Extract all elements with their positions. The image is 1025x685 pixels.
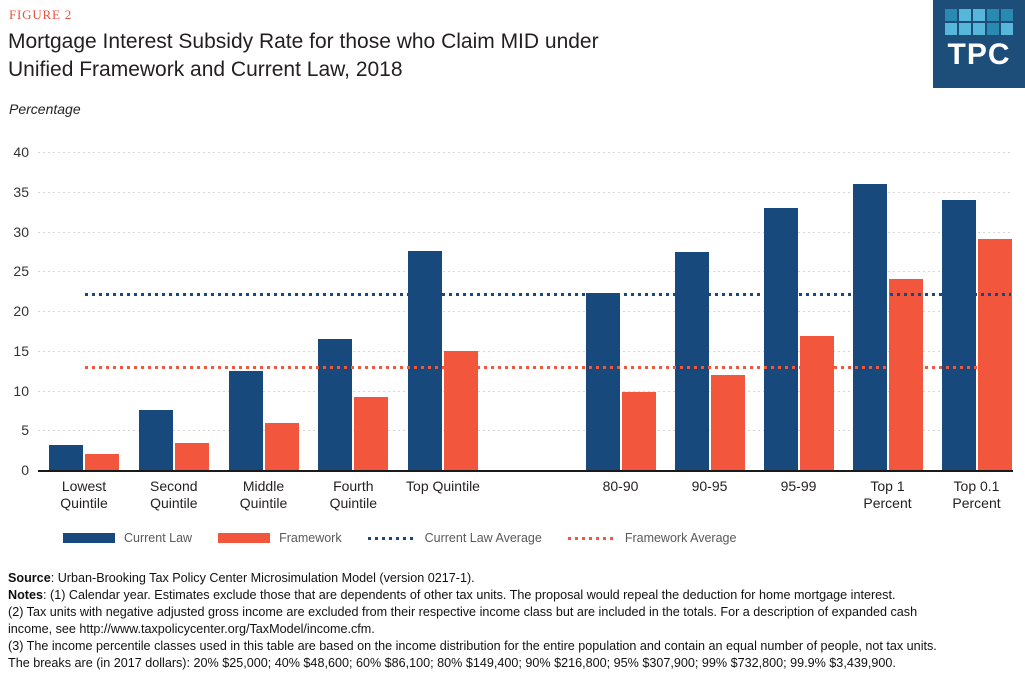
legend-item-framework xyxy=(218,531,342,545)
y-axis-tick-label: 15 xyxy=(13,342,29,359)
x-axis-category-label xyxy=(383,478,503,495)
bar-framework-90-95 xyxy=(711,375,745,470)
bar-framework-lowest-quintile xyxy=(85,454,119,470)
legend-item-current-law xyxy=(63,531,192,545)
legend-label: Framework Average xyxy=(624,531,737,545)
x-axis-category-label-line: Top Quintile xyxy=(406,478,480,494)
x-axis-category-label-line: 95-99 xyxy=(780,478,817,494)
current-law-average-line xyxy=(85,293,1011,296)
legend-label: Current Law Average xyxy=(424,531,542,545)
tpc-logo xyxy=(933,0,1025,88)
legend-swatch-icon xyxy=(218,533,270,543)
logo-square xyxy=(987,23,999,35)
gridline xyxy=(38,152,1013,153)
x-axis-category-label-line: 90-95 xyxy=(691,478,728,494)
logo-square xyxy=(1001,9,1013,21)
x-axis-category-label-line: Second xyxy=(150,478,198,494)
tpc-logo-text: TPC xyxy=(947,38,1011,71)
bar-current-law-top-quintile xyxy=(408,251,442,470)
bar-framework-top-1-percent xyxy=(889,279,923,470)
bar-framework-fourth-quintile xyxy=(354,397,388,470)
y-axis-unit-label: Percentage xyxy=(9,101,81,117)
bar-framework-80-90 xyxy=(622,392,656,470)
bar-current-law-fourth-quintile xyxy=(318,339,352,470)
x-axis-category-label-line: Lowest xyxy=(61,478,107,494)
x-axis-category-label-line: Percent xyxy=(952,495,1001,511)
logo-square xyxy=(959,9,971,21)
tpc-logo-grid-icon xyxy=(945,9,1013,35)
legend-dotted-line-icon xyxy=(568,537,616,540)
chart-title-line-2: Unified Framework and Current Law, 2018 xyxy=(8,58,403,81)
logo-square xyxy=(945,9,957,21)
bar-framework-95-99 xyxy=(800,336,834,470)
chart-legend xyxy=(63,531,736,545)
legend-label: Current Law xyxy=(124,531,193,545)
bar-current-law-95-99 xyxy=(764,208,798,470)
y-axis-tick-label: 10 xyxy=(13,382,29,399)
bar-chart-plot-area xyxy=(0,140,1025,525)
y-axis-tick-label: 5 xyxy=(21,422,29,439)
legend-dotted-line-icon xyxy=(368,537,416,540)
bar-current-law-top-0-1-percent xyxy=(942,200,976,470)
figure-number-label: FIGURE 2 xyxy=(9,7,73,22)
x-axis-category-label-line: Top 0.1 xyxy=(953,478,1000,494)
bar-current-law-second-quintile xyxy=(139,410,173,470)
footer-line: income, see http://www.taxpolicycenter.org/TaxModel/income.cfm. xyxy=(8,622,375,636)
x-axis-category-label-line: Quintile xyxy=(60,495,108,511)
x-axis-category-label-line: Percent xyxy=(863,495,912,511)
legend-item-framework-average xyxy=(568,531,737,545)
chart-title xyxy=(8,28,788,84)
footer-line-lead: Notes xyxy=(8,588,43,602)
logo-square xyxy=(945,23,957,35)
bar-framework-second-quintile xyxy=(175,443,209,470)
bar-current-law-80-90 xyxy=(586,293,620,470)
logo-square xyxy=(987,9,999,21)
framework-average-line xyxy=(85,366,1011,369)
legend-item-current-law-average xyxy=(368,531,542,545)
bar-current-law-middle-quintile xyxy=(229,371,263,470)
chart-title-line-1: Mortgage Interest Subsidy Rate for those who Claim MID under xyxy=(8,30,599,53)
bar-framework-middle-quintile xyxy=(265,423,299,470)
x-axis-category-label-line: 80-90 xyxy=(602,478,639,494)
x-axis-category-label-line: Quintile xyxy=(150,495,198,511)
bar-current-law-90-95 xyxy=(675,252,709,470)
x-axis-line xyxy=(38,470,1013,472)
legend-label: Framework xyxy=(279,531,342,545)
footer-line: The breaks are (in 2017 dollars): 20% $25,000; 40% $48,600; 60% $86,100; 80% $149,400; 90% $216,800; 95% $307,900; 99% $732,800; 99.9% $3,439,900. xyxy=(8,656,896,670)
x-axis-category-label-line: Quintile xyxy=(329,495,378,511)
x-axis-category-label-line: Fourth xyxy=(333,478,374,494)
footer-line: Notes: (1) Calendar year. Estimates exclude those that are dependents of other tax units. The proposal would repeal the deduction for home mortgage interest. xyxy=(8,588,896,602)
y-axis-tick-label: 35 xyxy=(13,183,29,200)
y-axis-tick-label: 0 xyxy=(21,462,29,478)
logo-square xyxy=(959,23,971,35)
x-axis-category-label-line: Top 1 xyxy=(870,478,905,494)
bar-current-law-lowest-quintile xyxy=(49,445,83,470)
y-axis-tick-label: 25 xyxy=(13,263,29,280)
x-axis-category-label xyxy=(917,478,1025,512)
footer-line: Source: Urban-Brooking Tax Policy Center Microsimulation Model (version 0217-1). xyxy=(8,571,475,585)
footer-line-lead: Source xyxy=(8,571,51,585)
bar-current-law-top-1-percent xyxy=(853,184,887,470)
legend-swatch-icon xyxy=(63,533,115,543)
x-axis-category-label-line: Middle xyxy=(242,478,285,494)
y-axis-tick-label: 20 xyxy=(13,303,29,319)
logo-square xyxy=(1001,23,1013,35)
logo-square xyxy=(973,9,985,21)
y-axis-tick-label: 30 xyxy=(13,223,29,240)
footer-line: (2) Tax units with negative adjusted gross income are excluded from their respective income class but are included in the totals. For a description of expanded cash xyxy=(8,605,918,619)
x-axis-category-label-line: Quintile xyxy=(239,495,288,511)
y-axis-tick-label: 40 xyxy=(13,144,29,160)
source-and-notes xyxy=(8,570,1020,672)
logo-square xyxy=(973,23,985,35)
bar-framework-top-0-1-percent xyxy=(978,239,1012,470)
footer-line: (3) The income percentile classes used in this table are based on the income distribution for the entire population and contain an equal number of people, not tax units. xyxy=(8,639,937,653)
